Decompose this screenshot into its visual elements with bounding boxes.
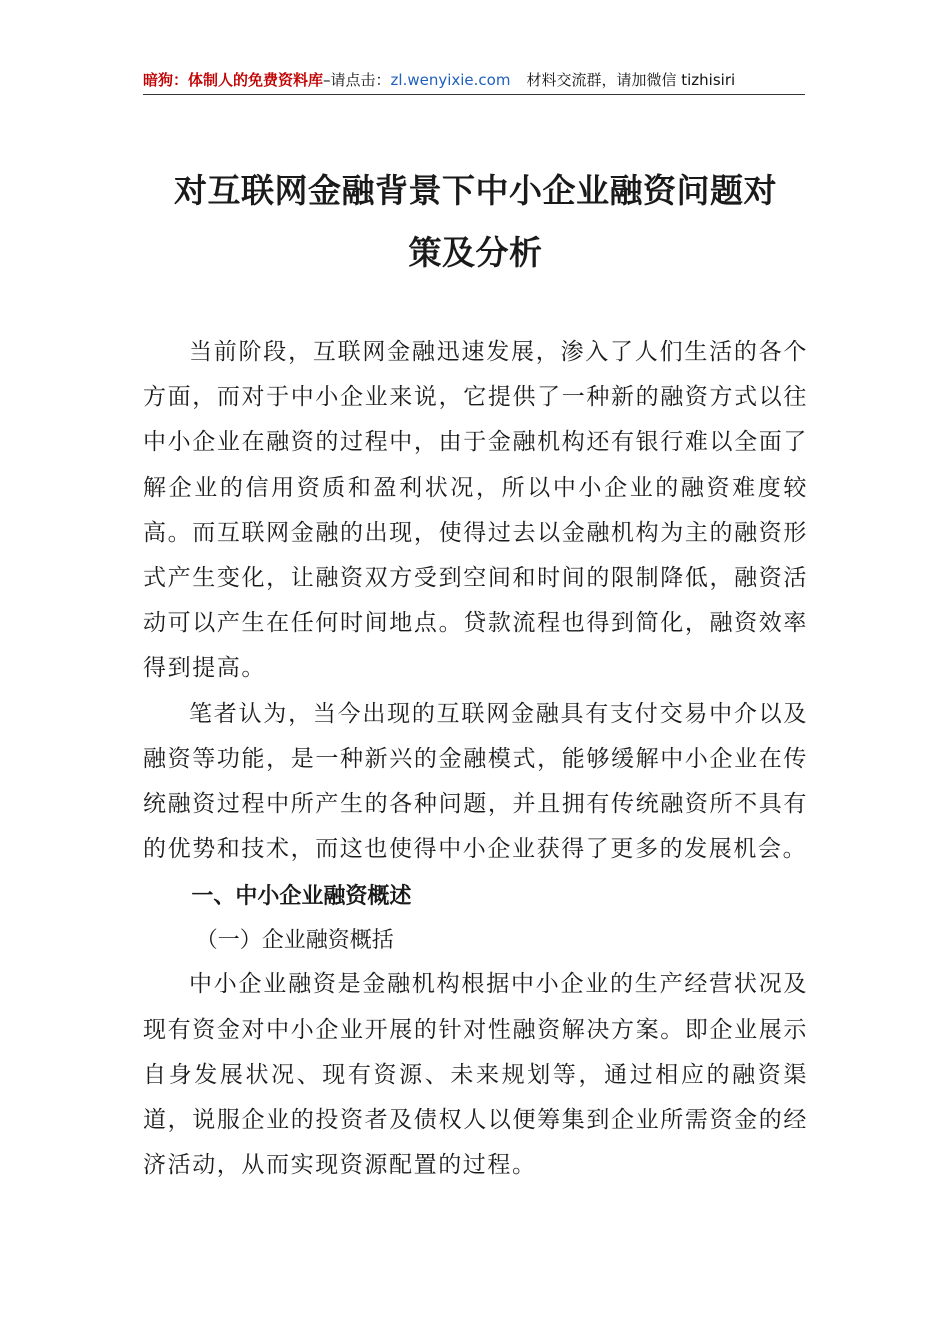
title-line-1: 对互联网金融背景下中小企业融资问题对 (174, 171, 777, 210)
header-contact: 材料交流群，请加微信 tizhisiri (526, 71, 736, 89)
paragraph-1: 当前阶段，互联网金融迅速发展，渗入了人们生活的各个方面，而对于中小企业来说，它提供了一种新的融资方式以往中小企业在融资的过程中，由于金融机构还有银行难以全面了解企业的信用资质和盈利状况，所以中小企业的融资难度较高。而互联网金融的出现，使得过去以金融机构为主的融资形式产生变化，让融资双方受到空间和时间的限制降低，融资活动可以产生在任何时间地点。贷款流程也得到简化，融资效率得到提高。 (143, 339, 808, 682)
paragraph-3: 中小企业融资是金融机构根据中小企业的生产经营状况及现有资金对中小企业开展的针对性融资解决方案。即企业展示自身发展状况、现有资源、未来规划等，通过相应的融资渠道，说服企业的投资者及债权人以便筹集到企业所需资金的经济活动，从而实现资源配置的过程。 (143, 971, 808, 1179)
subsection-heading: （一）企业融资概括 (195, 928, 394, 954)
document-title (143, 160, 808, 284)
page-header (143, 66, 805, 95)
header-brand: 暗狗：体制人的免费资料库 (143, 71, 324, 89)
document-body (143, 330, 808, 1188)
title-line-2: 策及分析 (408, 233, 543, 272)
paragraph-2: 笔者认为，当今出现的互联网金融具有支付交易中介以及融资等功能，是一种新兴的金融模式，能够缓解中小企业在传统融资过程中所产生的各种问题，并且拥有传统融资所不具有的优势和技术，而这也使得中小企业获得了更多的发展机会。 (143, 700, 808, 863)
header-prompt: –请点击： (323, 71, 391, 89)
header-url-link[interactable]: zl.wenyixie.com (390, 71, 511, 89)
section-heading: 一、中小企业融资概述 (191, 884, 412, 910)
